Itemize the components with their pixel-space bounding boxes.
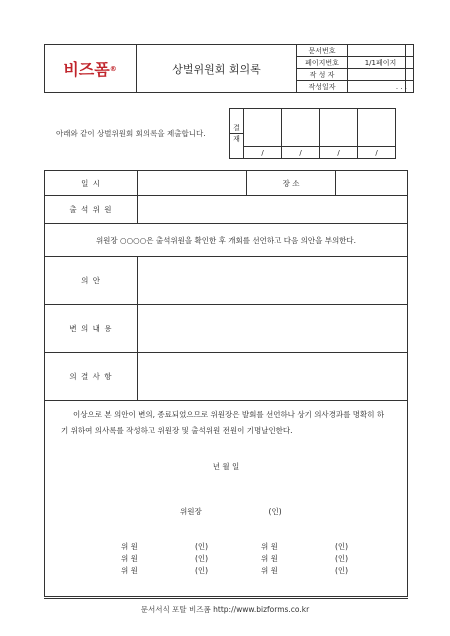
brand-logo: 비즈폼 ® xyxy=(63,60,117,79)
approval-date-3[interactable]: / xyxy=(320,147,358,159)
submission-statement: 아래와 같이 상벌위원회 회의록을 제출합니다. xyxy=(56,129,206,138)
approval-sign-3[interactable] xyxy=(320,109,358,147)
member-signature-row xyxy=(45,541,407,553)
resolution-field[interactable] xyxy=(138,353,408,401)
approval-date-4[interactable]: / xyxy=(358,147,396,159)
member-label: 위 원 xyxy=(121,542,138,551)
agenda-field[interactable] xyxy=(138,257,408,305)
chair-label: 위원장 xyxy=(180,507,202,516)
member-seal[interactable]: (인) xyxy=(335,554,349,563)
meta-value-doc-no[interactable] xyxy=(348,45,414,57)
member-seal[interactable]: (인) xyxy=(195,542,209,551)
place-field[interactable] xyxy=(336,171,408,196)
signing-date[interactable]: 년 월 일 xyxy=(212,462,240,471)
document-title: 상벌위원회 회의록 xyxy=(136,44,296,93)
attendees-field[interactable] xyxy=(138,196,408,224)
member-seal[interactable]: (인) xyxy=(335,566,349,575)
datetime-field[interactable] xyxy=(138,171,247,196)
meta-label-author: 작 성 자 xyxy=(297,69,348,81)
member-label: 위 원 xyxy=(261,554,278,563)
footer-text: 문서서식 포탈 비즈폼 http://www.bizforms.co.kr xyxy=(140,605,310,614)
attendees-label: 출 석 위 원 xyxy=(45,196,138,224)
chair-signature-line xyxy=(45,506,407,517)
approval-date-1[interactable]: / xyxy=(244,147,282,159)
meta-label-date: 작성일자 xyxy=(297,81,348,93)
meta-value-date[interactable]: . . . xyxy=(348,81,414,93)
member-label: 위 원 xyxy=(261,542,278,551)
discussion-field[interactable] xyxy=(138,305,408,353)
member-signature-row xyxy=(45,553,407,565)
member-signature-row xyxy=(45,565,407,577)
resolution-label: 의 결 사 항 xyxy=(45,353,138,401)
member-signature-block xyxy=(45,541,407,577)
opening-statement: 위원장 ○○○○은 출석위원을 확인한 후 개회를 선언하고 다음 의안을 부의한다. xyxy=(45,224,408,257)
member-seal[interactable]: (인) xyxy=(195,566,209,575)
chair-seal[interactable]: (인) xyxy=(268,507,282,516)
minutes-table xyxy=(44,170,408,597)
member-seal[interactable]: (인) xyxy=(195,554,209,563)
member-label: 위 원 xyxy=(261,566,278,575)
place-label: 장 소 xyxy=(247,171,336,196)
closing-section xyxy=(45,401,408,597)
closing-statement: 이상으로 본 의안이 변의, 종료되었으므로 위원장은 발회를 선언하나 상기 의사경과를 명확히 하기 위하여 의사록를 작성하고 위원장 및 출석위원 전원이 기명날인한다. xyxy=(61,410,385,435)
member-seal[interactable]: (인) xyxy=(335,542,349,551)
meta-label-doc-no: 문서번호 xyxy=(297,45,348,57)
approval-date-2[interactable]: / xyxy=(282,147,320,159)
approval-sign-4[interactable] xyxy=(358,109,396,147)
approval-label-top: 결 xyxy=(230,109,244,134)
meta-value-page: 1/1페이지 xyxy=(348,57,414,69)
approval-label-bottom: 재 xyxy=(230,134,244,159)
document-meta-table xyxy=(296,44,414,93)
agenda-label: 의 안 xyxy=(45,257,138,305)
discussion-label: 변 의 내 용 xyxy=(45,305,138,353)
meta-label-page: 페이지번호 xyxy=(297,57,348,69)
footer-divider xyxy=(44,598,408,599)
member-label: 위 원 xyxy=(121,566,138,575)
datetime-label: 일 시 xyxy=(45,171,138,196)
meta-value-author[interactable] xyxy=(348,69,414,81)
approval-box xyxy=(229,108,396,159)
approval-sign-1[interactable] xyxy=(244,109,282,147)
approval-sign-2[interactable] xyxy=(282,109,320,147)
member-label: 위 원 xyxy=(121,554,138,563)
